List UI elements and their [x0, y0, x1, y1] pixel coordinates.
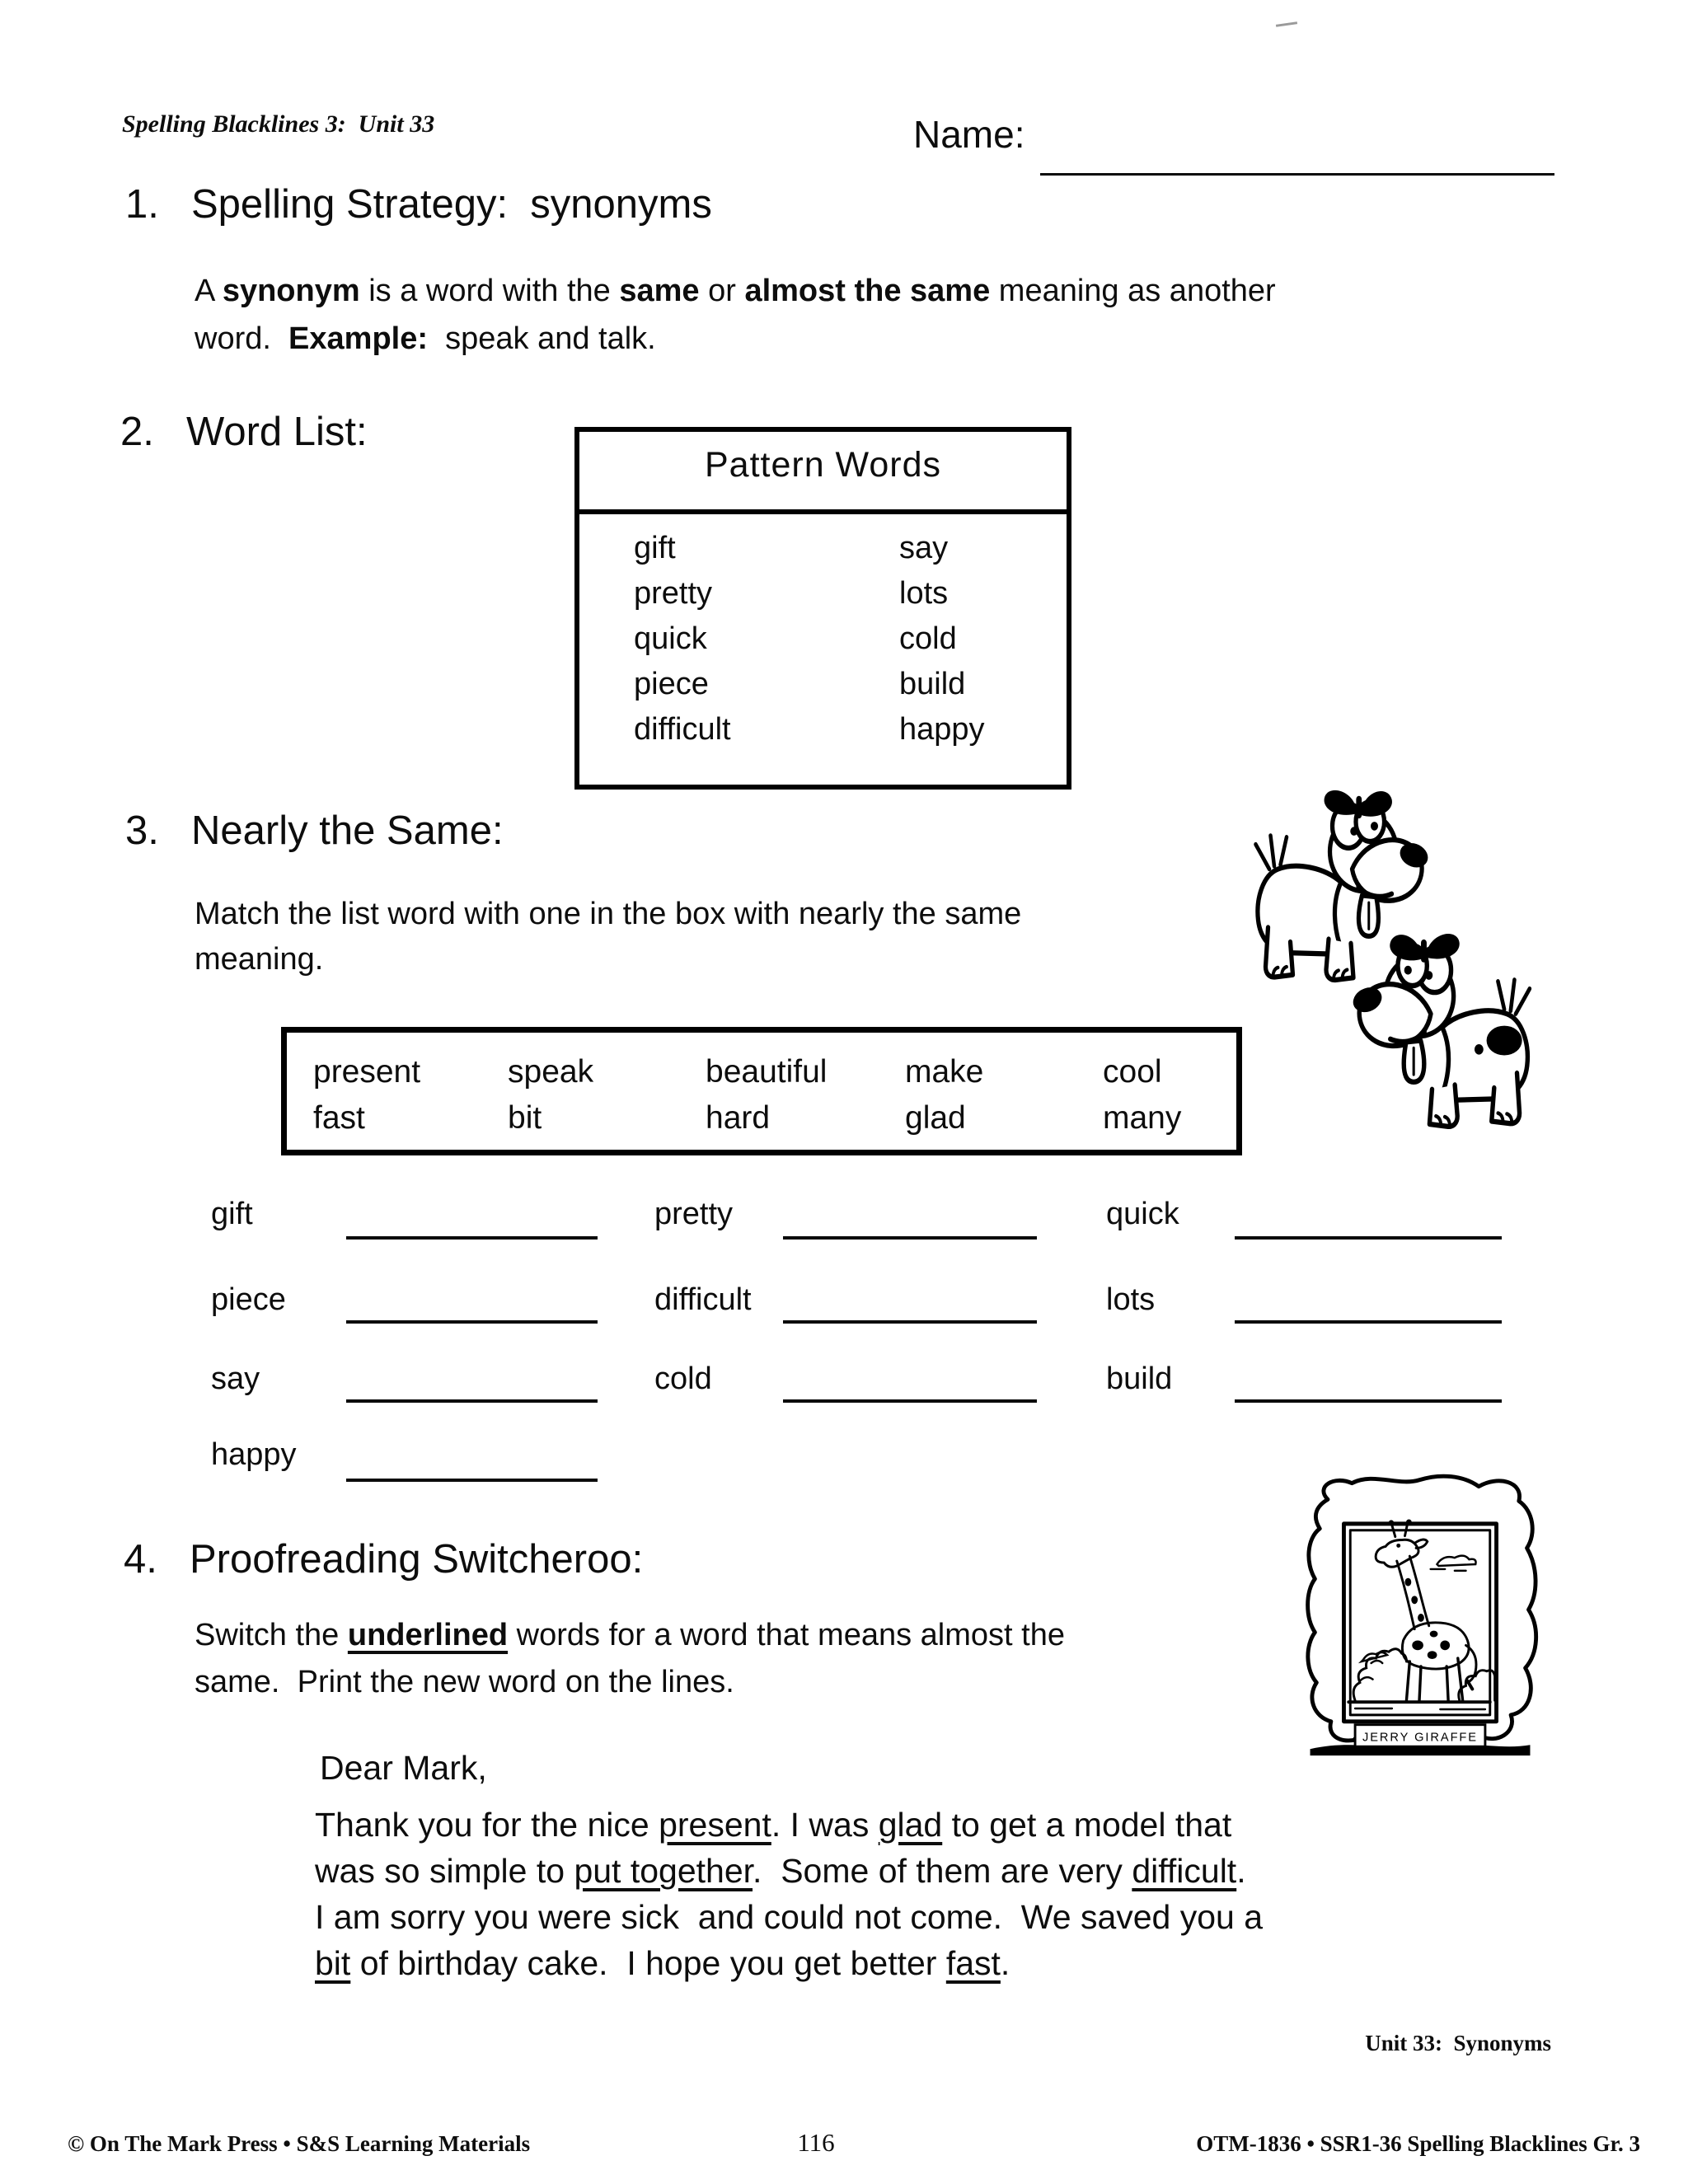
footer-copyright: © On The Mark Press • S&S Learning Materials	[68, 2131, 531, 2156]
section-1-number: 1.	[125, 182, 159, 227]
section-4-number: 4.	[124, 1537, 157, 1582]
section-2-heading	[120, 409, 368, 455]
section-3-heading	[125, 808, 504, 854]
instruction-line: Switch the underlined words for a word that means almost the	[195, 1618, 1065, 1652]
nearly-same-instructions	[195, 892, 1021, 982]
proofreading-instructions	[195, 1612, 1065, 1706]
choice-word: speak	[508, 1054, 594, 1090]
pattern-word: quick	[634, 621, 707, 656]
match-item-piece: piece	[211, 1282, 286, 1317]
answer-line-say[interactable]	[346, 1399, 598, 1403]
instruction-line: Match the list word with one in the box with nearly the same	[195, 897, 1022, 931]
pattern-words-box	[574, 427, 1071, 790]
footer-unit-label: Unit 33: Synonyms	[1365, 2031, 1551, 2055]
name-input-line[interactable]	[1040, 173, 1554, 176]
answer-line-difficult[interactable]	[783, 1320, 1037, 1324]
footer-page-number: 116	[797, 2128, 835, 2157]
pattern-word: cold	[899, 621, 957, 656]
match-item-lots: lots	[1106, 1282, 1156, 1317]
letter-greeting: Dear Mark,	[320, 1749, 487, 1787]
match-item-quick: quick	[1106, 1197, 1179, 1231]
pattern-word: piece	[634, 667, 709, 701]
section-4-title: Proofreading Switcheroo:	[190, 1537, 644, 1582]
answer-line-pretty[interactable]	[783, 1236, 1037, 1240]
booklet-title: Spelling Blacklines 3: Unit 33	[122, 110, 435, 138]
choice-word: present	[313, 1054, 421, 1090]
letter-line: bit of birthday cake. I hope you get better fast.	[315, 1944, 1010, 1982]
letter-line: I am sorry you were sick and could not come. We saved you a	[315, 1898, 1264, 1936]
name-label: Name:	[913, 113, 1025, 156]
choice-word: make	[905, 1054, 984, 1090]
section-4-heading	[124, 1536, 643, 1582]
strategy-description	[195, 267, 1276, 363]
section-3-number: 3.	[125, 808, 159, 853]
match-item-build: build	[1106, 1361, 1173, 1396]
strategy-line-1: A synonym is a word with the same or almost the same meaning as another	[195, 274, 1276, 308]
match-item-say: say	[211, 1361, 260, 1396]
answer-line-gift[interactable]	[346, 1236, 598, 1240]
choice-word: bit	[508, 1100, 542, 1136]
choice-word: fast	[313, 1100, 365, 1136]
letter-line: Thank you for the nice present. I was glad to get a model that	[315, 1806, 1232, 1844]
pattern-word: build	[899, 667, 966, 701]
choice-word: glad	[905, 1100, 966, 1136]
answer-line-lots[interactable]	[1235, 1320, 1502, 1324]
answer-line-cold[interactable]	[783, 1399, 1037, 1403]
match-item-pretty: pretty	[654, 1197, 734, 1231]
answer-line-build[interactable]	[1235, 1399, 1502, 1403]
match-item-happy: happy	[211, 1437, 297, 1472]
pattern-word: pretty	[634, 576, 713, 611]
match-item-gift: gift	[211, 1197, 253, 1231]
choice-word: many	[1103, 1100, 1182, 1136]
pattern-words-right-column	[899, 526, 985, 752]
choice-word: cool	[1103, 1054, 1162, 1090]
pattern-word: gift	[634, 531, 676, 565]
match-item-cold: cold	[654, 1361, 712, 1396]
choice-word: hard	[706, 1100, 771, 1136]
pattern-words-left-column	[634, 526, 731, 752]
instruction-line: same. Print the new word on the lines.	[195, 1665, 734, 1699]
strategy-line-2: word. Example: speak and talk.	[195, 321, 656, 356]
instruction-line: meaning.	[195, 942, 324, 977]
giraffe-framed-picture	[1296, 1469, 1545, 1759]
letter-line: was so simple to put together. Some of them are very difficult.	[315, 1852, 1246, 1890]
answer-line-quick[interactable]	[1235, 1236, 1502, 1240]
section-1-title: Spelling Strategy: synonyms	[191, 182, 712, 227]
choice-word: beautiful	[706, 1054, 828, 1090]
nameplate-text: · JERRY GIRAFFE ·	[1352, 1731, 1489, 1745]
match-item-difficult: difficult	[654, 1282, 752, 1317]
choice-box	[281, 1027, 1242, 1155]
dog-spot	[1487, 1026, 1522, 1056]
pattern-words-title: Pattern Words	[704, 445, 942, 485]
section-2-title: Word List:	[186, 410, 368, 454]
section-3-title: Nearly the Same:	[191, 808, 504, 853]
scan-artifact	[1276, 21, 1297, 27]
pattern-word: happy	[899, 712, 985, 747]
pattern-words-divider	[579, 509, 1067, 514]
pattern-word: lots	[899, 576, 949, 611]
dog-cartoon-icon	[1348, 928, 1551, 1139]
section-1-heading	[125, 181, 712, 227]
answer-line-happy[interactable]	[346, 1479, 598, 1482]
letter-body	[315, 1802, 1263, 1986]
answer-line-piece[interactable]	[346, 1320, 598, 1324]
pattern-word: say	[899, 531, 949, 565]
section-2-number: 2.	[120, 410, 154, 454]
footer-product-code: OTM-1836 • SSR1-36 Spelling Blacklines Gr. 3	[1196, 2131, 1640, 2156]
pattern-word: difficult	[634, 712, 731, 747]
